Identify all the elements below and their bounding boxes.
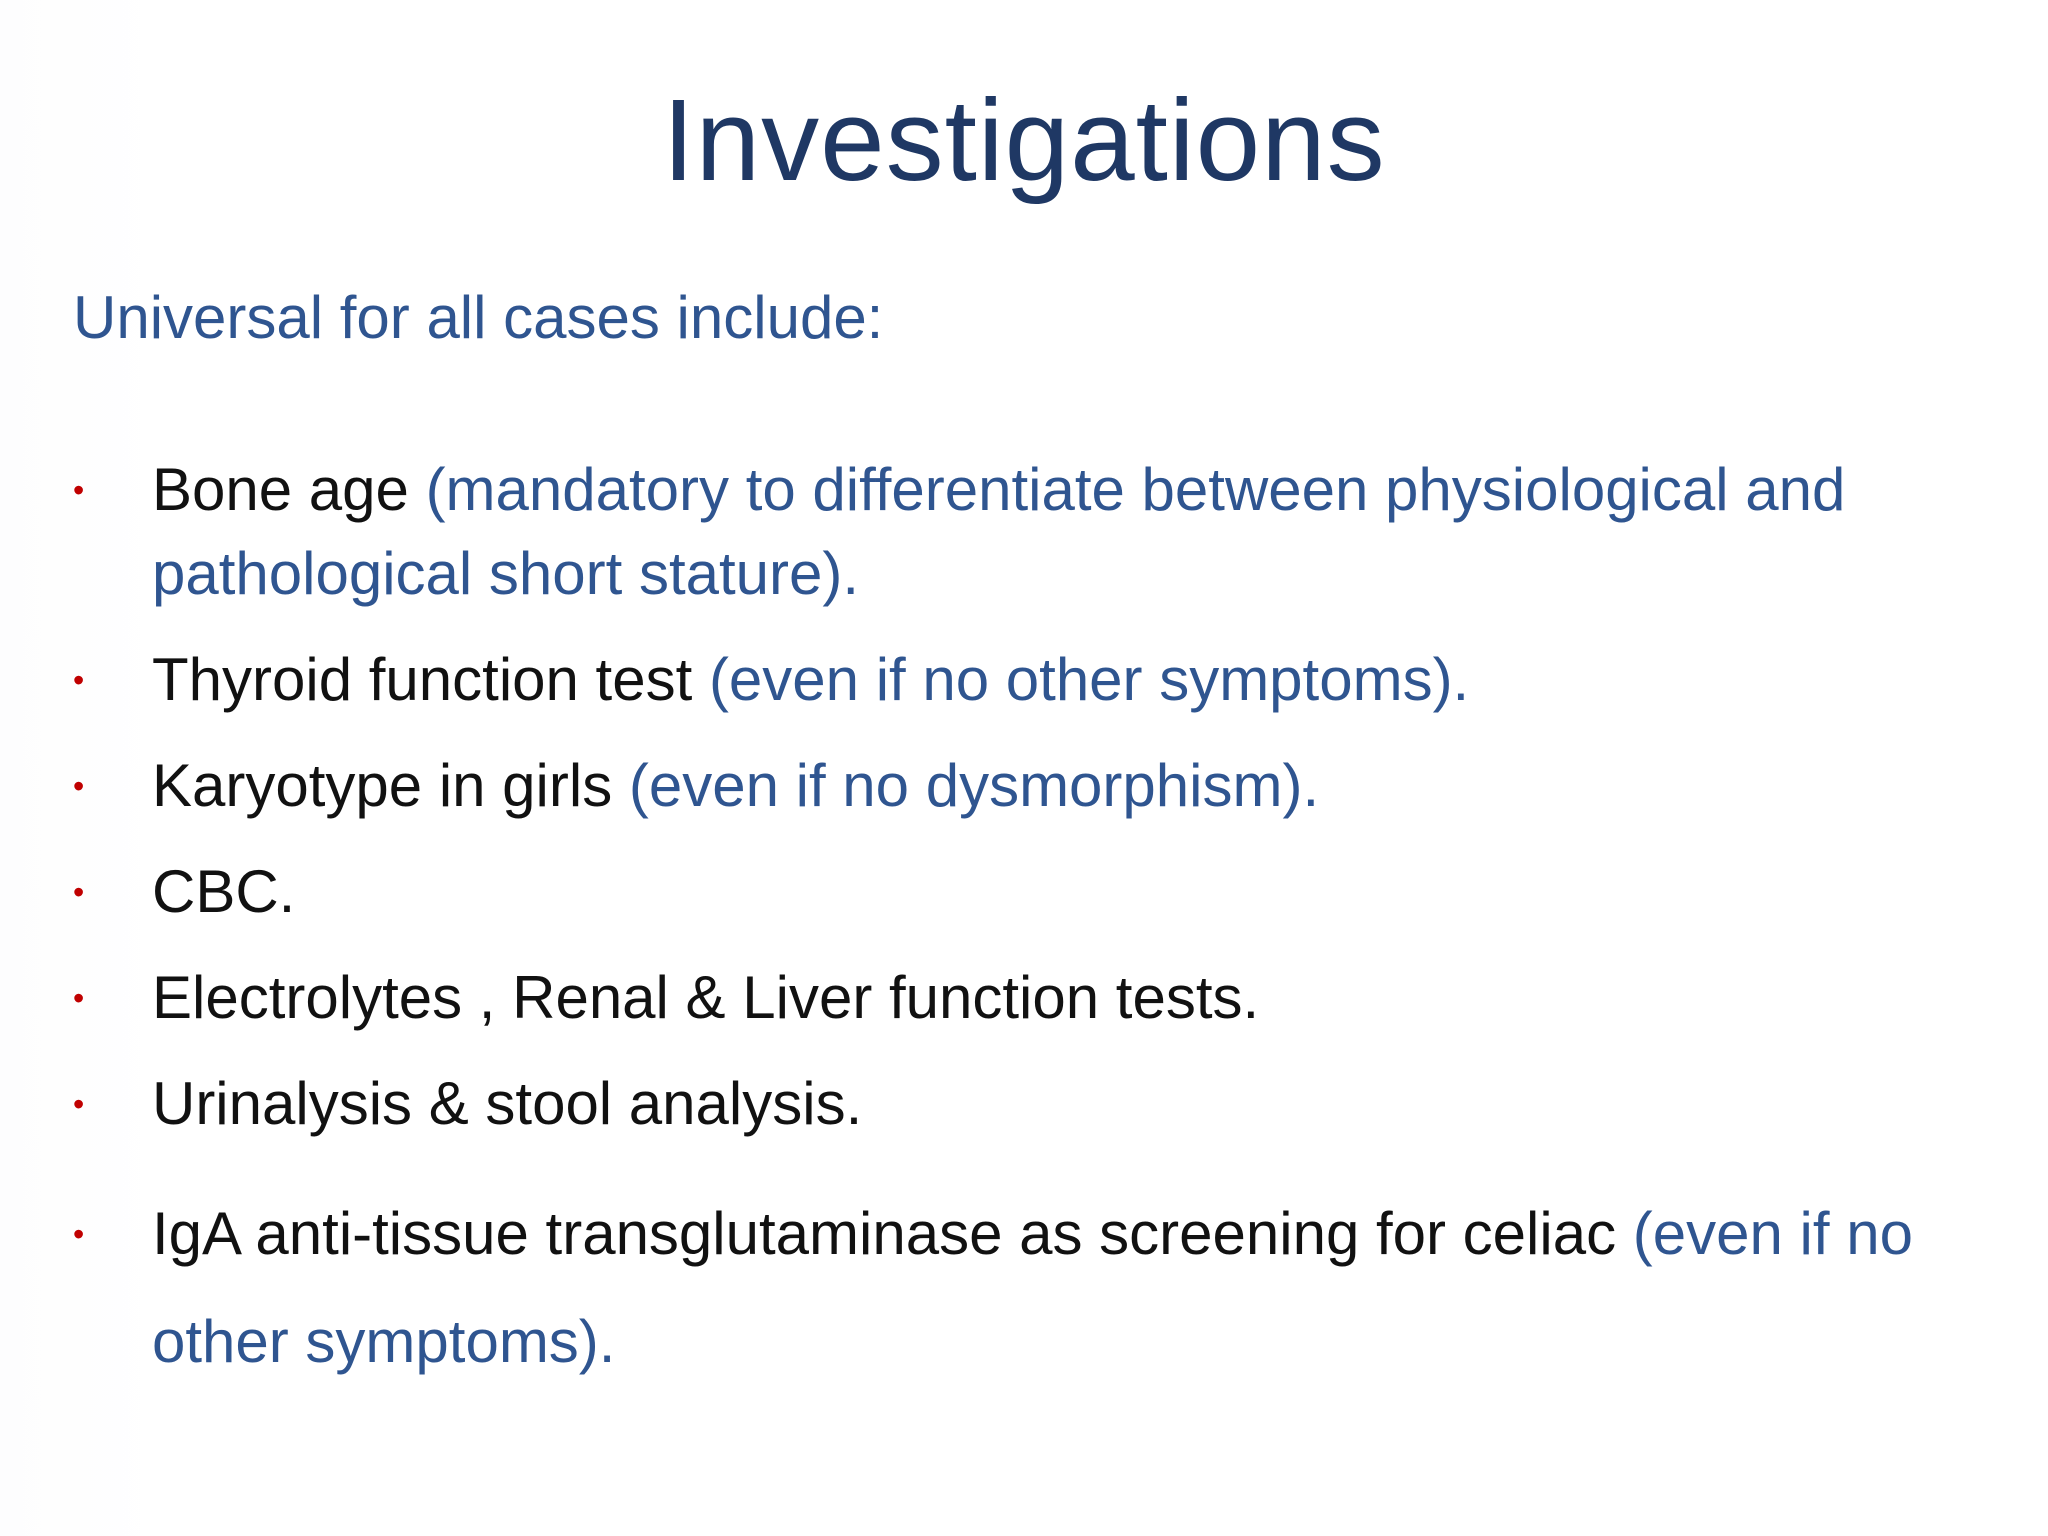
list-item-karyotype [0,744,2048,828]
list-item-cbc [0,850,2048,934]
slide-subtitle: Universal for all cases include: [73,284,884,351]
item-note-text: (mandatory to differentiate between physiological and pathological short stature). [152,456,1846,607]
list-item-celiac [0,1180,2048,1396]
item-main-text: Urinalysis & stool analysis. [152,1070,863,1137]
bullet-icon: • [73,662,85,698]
bullet-icon: • [73,472,85,508]
bullet-icon: • [73,768,85,804]
bullet-icon: • [73,1216,85,1252]
item-main-text: CBC. [152,858,296,925]
list-item-electrolytes [0,956,2048,1040]
list-item-urinalysis [0,1062,2048,1146]
bullet-icon: • [73,874,85,910]
item-main-text: Electrolytes , Renal & Liver function tests. [152,964,1260,1031]
item-main-text: IgA anti-tissue transglutaminase as screening for celiac [152,1200,1617,1267]
bullet-icon: • [73,1086,85,1122]
item-note-text: (even if no other symptoms). [152,1200,1913,1375]
bullet-icon: • [73,980,85,1016]
investigation-list [0,448,2048,1396]
slide-title: Investigations [662,75,1386,205]
item-main-text: Karyotype in girls [152,752,613,819]
item-note-text: (even if no other symptoms). [708,646,1470,713]
list-item-thyroid [0,638,2048,722]
item-main-text: Bone age [152,456,409,523]
item-main-text: Thyroid function test [152,646,693,713]
item-note-text: (even if no dysmorphism). [628,752,1320,819]
list-item-bone-age [0,448,2048,616]
